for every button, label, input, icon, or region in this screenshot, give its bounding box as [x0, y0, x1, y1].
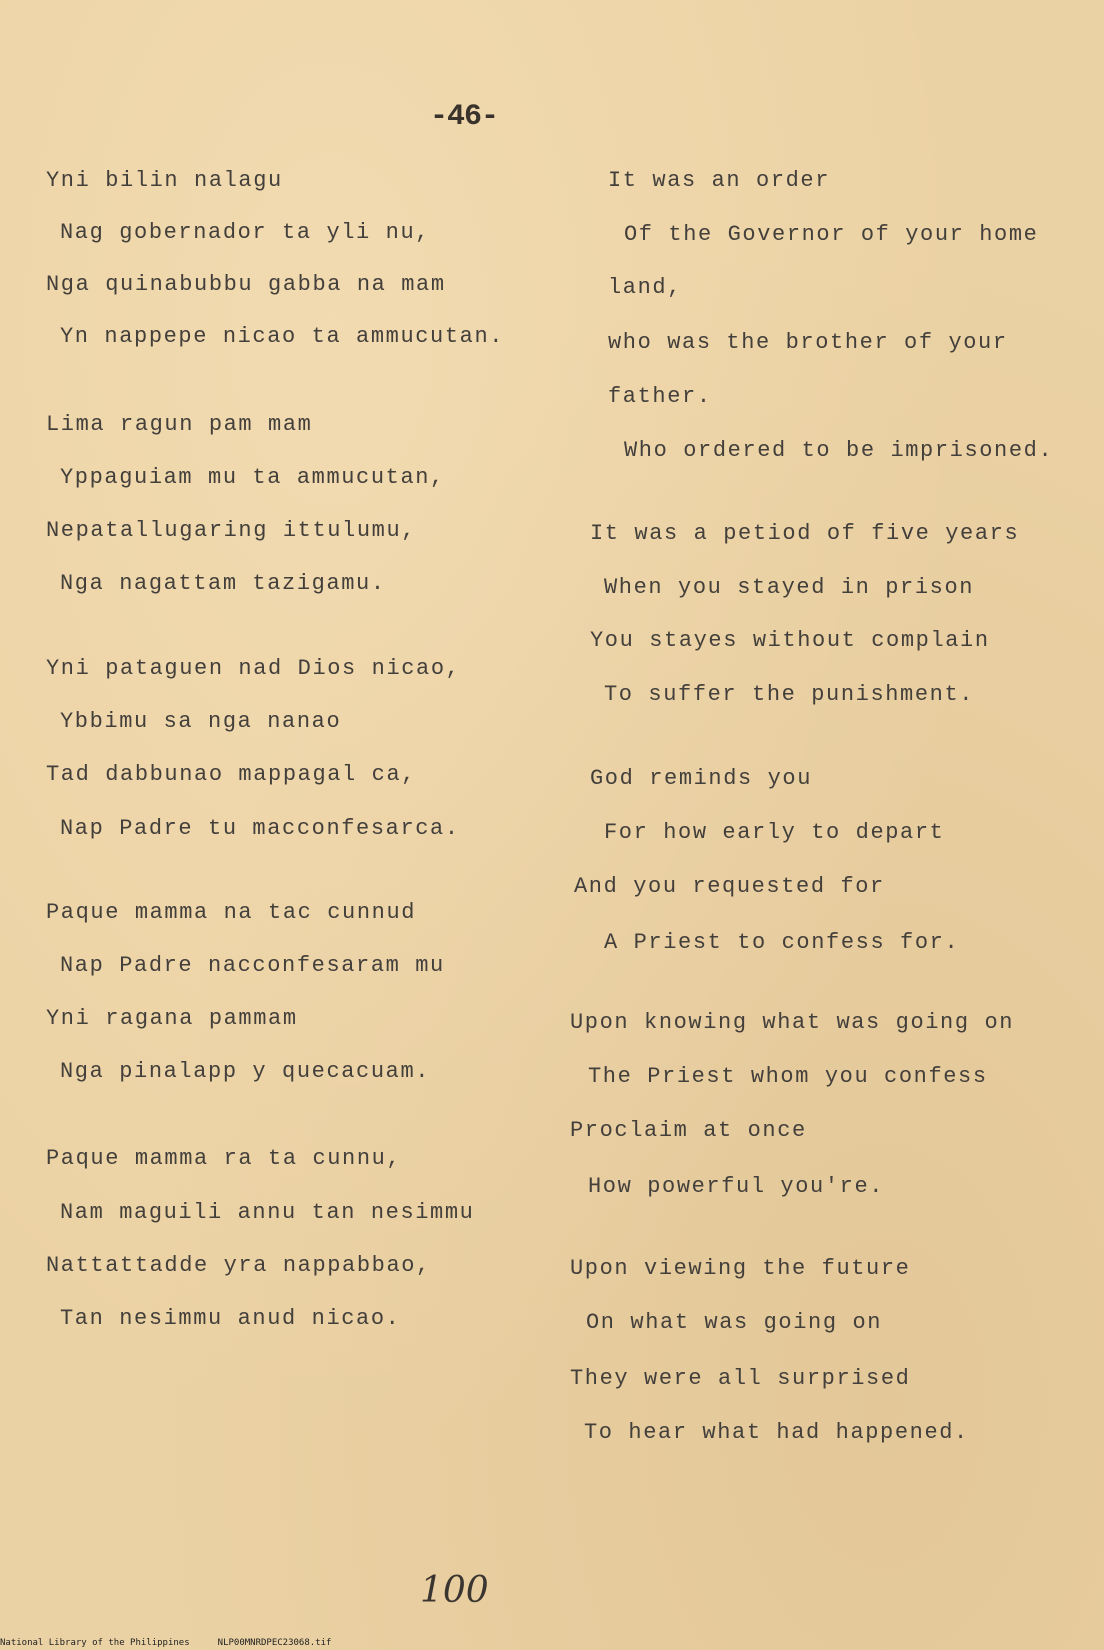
library-name: National Library of the Philippines [0, 1638, 190, 1648]
left-line: Yni pataguen nad Dios nicao, [46, 656, 461, 681]
right-line: Of the Governor of your home [624, 222, 1039, 247]
left-line: Nap Padre tu macconfesarca. [60, 816, 460, 841]
right-line: Upon viewing the future [570, 1256, 911, 1281]
left-line: Nap Padre nacconfesaram mu [60, 953, 445, 978]
left-line: Yn nappepe nicao ta ammucutan. [60, 324, 505, 349]
right-line: Proclaim at once [570, 1118, 807, 1143]
left-line: Nga pinalapp y quecacuam. [60, 1059, 431, 1084]
right-line: It was an order [608, 168, 831, 193]
right-line: land, [608, 275, 683, 300]
right-line: They were all surprised [570, 1366, 911, 1391]
right-line: God reminds you [590, 766, 813, 791]
page-number: -46- [430, 100, 499, 134]
right-line: How powerful you're. [588, 1174, 885, 1199]
right-line: You stayes without complain [590, 628, 990, 653]
right-line: father. [608, 384, 712, 409]
left-line: Nag gobernador ta yli nu, [60, 220, 431, 245]
left-line: Ybbimu sa nga nanao [60, 709, 342, 734]
archive-footer [0, 1638, 331, 1648]
left-line: Nepatallugaring ittulumu, [46, 518, 417, 543]
right-line: When you stayed in prison [604, 575, 975, 600]
left-line: Tan nesimmu anud nicao. [60, 1306, 401, 1331]
right-line: For how early to depart [604, 820, 945, 845]
right-line: On what was going on [586, 1310, 883, 1335]
right-line: Upon knowing what was going on [570, 1010, 1015, 1035]
left-line: Tad dabbunao mappagal ca, [46, 762, 417, 787]
file-name: NLP00MNRDPEC23068.tif [217, 1638, 332, 1648]
left-line: Yppaguiam mu ta ammucutan, [60, 465, 445, 490]
left-line: Nam maguili annu tan nesimmu [60, 1200, 475, 1225]
right-line: A Priest to confess for. [604, 930, 960, 955]
left-line: Yni bilin nalagu [46, 168, 283, 193]
left-line: Paque mamma ra ta cunnu, [46, 1146, 402, 1171]
right-line: Who ordered to be imprisoned. [624, 438, 1054, 463]
right-line: The Priest whom you confess [588, 1064, 988, 1089]
left-line: Nattattadde yra nappabbao, [46, 1253, 431, 1278]
right-line: To hear what had happened. [584, 1420, 969, 1445]
left-line: Nga quinabubbu gabba na mam [46, 272, 446, 297]
right-line: who was the brother of your [608, 330, 1008, 355]
right-line: To suffer the punishment. [604, 682, 975, 707]
left-line: Paque mamma na tac cunnud [46, 900, 417, 925]
left-line: Yni ragana pammam [46, 1006, 298, 1031]
right-line: And you requested for [574, 874, 885, 899]
handwritten-page-number: 100 [420, 1570, 489, 1611]
left-line: Nga nagattam tazigamu. [60, 571, 386, 596]
left-line: Lima ragun pam mam [46, 412, 313, 437]
right-line: It was a petiod of five years [590, 521, 1020, 546]
